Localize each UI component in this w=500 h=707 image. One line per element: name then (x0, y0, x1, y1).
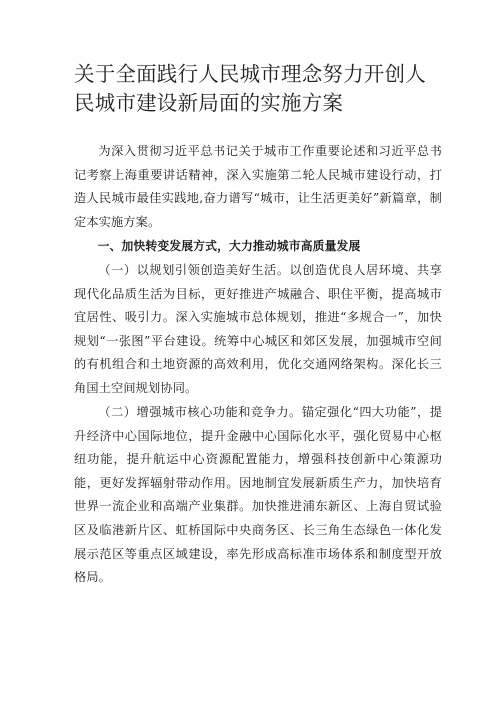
item-paragraph-1: （一）以规划引领创造美好生活。以创造优良人居环境、共享现代化品质生活为目标，更好推进产城融合、职住平衡，提高城市宜居性、吸引力。深入实施城市总体规划，推进“多规合一”，加快规划“一张图”平台建设。统筹中心城区和郊区发展，加强城市空间的有机组合和土地资源的高效利用，优化交通网络架构。深化长三角国土空间规划协同。 (74, 262, 442, 395)
item-paragraph-2: （二）增强城市核心功能和竞争力。锚定强化“四大功能”，提升经济中心国际地位，提升金融中心国际化水平，强化贸易中心枢纽功能，提升航运中心资源配置能力，增强科技创新中心策源功能，更好发挥辐射带动作用。因地制宜发展新质生产力，加快培育世界一流企业和高端产业集群。加快推进浦东新区、上海自贸试验区及临港新片区、虹桥国际中央商务区、长三角生态绿色一体化发展示范区等重点区域建设，率先形成高标准市场体系和制度型开放格局。 (74, 405, 442, 585)
document-title: 关于全面践行人民城市理念努力开创人民城市建设新局面的实施方案 (74, 62, 426, 115)
intro-paragraph: 为深入贯彻习近平总书记关于城市工作重要论述和习近平总书记考察上海重要讲话精神，深入实施第二轮人民城市建设行动，打造人民城市最佳实践地,奋力谱写“城市，让生活更美好”新篇章，制定本实施方案。 (74, 144, 442, 229)
section-heading: 一、加快转变发展方式，大力推动城市高质量发展 (97, 238, 361, 253)
document-body (74, 140, 442, 590)
